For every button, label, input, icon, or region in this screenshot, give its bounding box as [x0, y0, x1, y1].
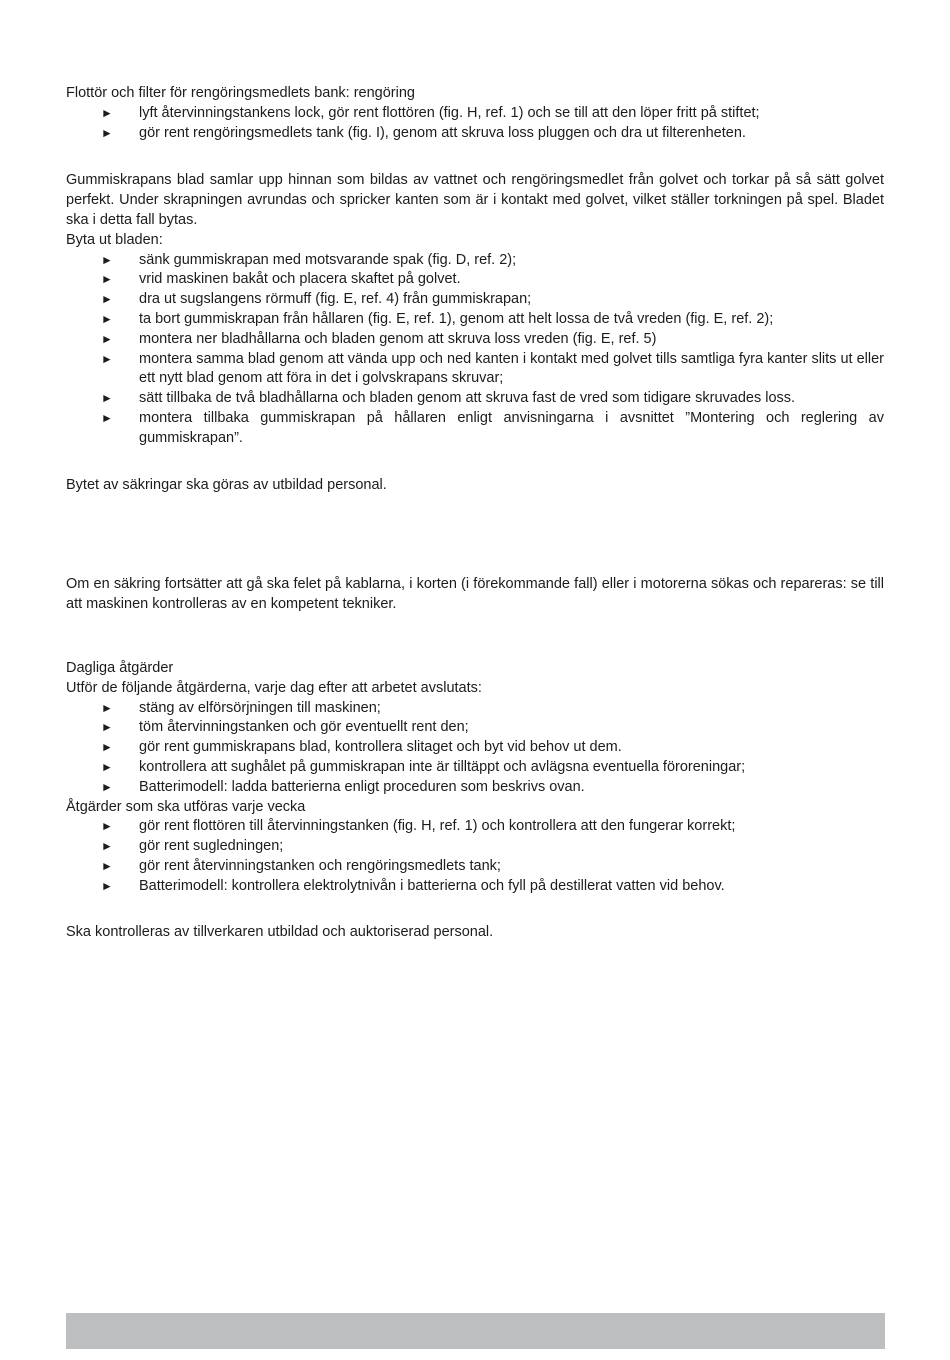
bullet-arrow-icon: ►	[101, 292, 113, 307]
bullet-arrow-icon: ►	[101, 720, 113, 735]
document-page	[66, 84, 884, 942]
list-item	[66, 251, 884, 271]
squeegee-list	[66, 251, 884, 449]
list-item	[66, 350, 884, 390]
list-item-text: montera tillbaka gummiskrapan på hållaren enligt anvisningarna i avsnittet ”Montering och reglering av gummiskrapan”.	[139, 409, 884, 446]
squeegee-intro: Gummiskrapans blad samlar upp hinnan som bildas av vattnet och rengöringsmedlet från golvet och torkar på så sätt golvet perfekt. Under skrapningen avrundas och spricker kanten som är i kontakt med golvet, vilket ställer torkningen på spel. Bladet ska i detta fall bytas.	[66, 172, 884, 228]
list-item-text: gör rent återvinningstanken och rengöringsmedlets tank;	[139, 857, 501, 874]
list-item-text: gör rent rengöringsmedlets tank (fig. I), genom att skruva loss pluggen och dra ut filterenheten.	[139, 124, 746, 141]
bullet-arrow-icon: ►	[101, 740, 113, 755]
bullet-arrow-icon: ►	[101, 272, 113, 287]
bullet-arrow-icon: ►	[101, 819, 113, 834]
list-item	[66, 104, 884, 124]
list-item-text: vrid maskinen bakåt och placera skaftet på golvet.	[139, 271, 461, 288]
bullet-arrow-icon: ►	[101, 125, 113, 140]
bullet-arrow-icon: ►	[101, 839, 113, 854]
bullet-arrow-icon: ►	[101, 700, 113, 715]
list-item-text: Batterimodell: ladda batterierna enligt proceduren som beskrivs ovan.	[139, 778, 585, 795]
bullet-arrow-icon: ►	[101, 759, 113, 774]
list-item-text: gör rent flottören till återvinningstanken (fig. H, ref. 1) och kontrollera att den fungerar korrekt;	[139, 818, 736, 835]
list-item	[66, 699, 884, 719]
list-item	[66, 837, 884, 857]
daily-heading: Dagliga åtgärder	[66, 659, 174, 676]
list-item-text: montera ner bladhållarna och bladen genom att skruva loss vreden (fig. E, ref. 5)	[139, 330, 657, 347]
list-item-text: gör rent sugledningen;	[139, 838, 284, 855]
list-item-text: töm återvinningstanken och gör eventuellt rent den;	[139, 719, 469, 736]
bullet-arrow-icon: ►	[101, 858, 113, 873]
list-item	[66, 857, 884, 877]
list-item-text: stäng av elförsörjningen till maskinen;	[139, 699, 381, 716]
list-item	[66, 738, 884, 758]
daily-list	[66, 699, 884, 798]
list-item	[66, 124, 884, 144]
list-item-text: sätt tillbaka de två bladhållarna och bladen genom att skruva fast de vred som tidigare skruvades loss.	[139, 390, 796, 407]
bullet-arrow-icon: ►	[101, 311, 113, 326]
list-item	[66, 409, 884, 449]
bullet-arrow-icon: ►	[101, 351, 113, 366]
list-item	[66, 270, 884, 290]
bullet-arrow-icon: ►	[101, 779, 113, 794]
list-item-text: lyft återvinningstankens lock, gör rent flottören (fig. H, ref. 1) och se till att den löper fritt på stiftet;	[139, 104, 760, 121]
float-filter-list	[66, 104, 884, 144]
list-item-text: dra ut sugslangens rörmuff (fig. E, ref. 4) från gummiskrapan;	[139, 291, 532, 308]
daily-intro: Utför de följande åtgärderna, varje dag efter att arbetet avslutats:	[66, 679, 482, 696]
bullet-arrow-icon: ►	[101, 252, 113, 267]
list-item	[66, 330, 884, 350]
list-item	[66, 877, 884, 897]
fuses-text-2: Om en säkring fortsätter att gå ska felet på kablarna, i korten (i förekommande fall) eller i motorerna sökas och repareras: se till att maskinen kontrolleras av en kompetent tekniker.	[66, 576, 884, 613]
list-item-text: Batterimodell: kontrollera elektrolytnivån i batterierna och fyll på destillerat vatten vid behov.	[139, 877, 725, 894]
list-item	[66, 310, 884, 330]
authorized-text: Ska kontrolleras av tillverkaren utbildad och auktoriserad personal.	[66, 923, 494, 940]
list-item	[66, 758, 884, 778]
bullet-arrow-icon: ►	[101, 391, 113, 406]
list-item-text: sänk gummiskrapan med motsvarande spak (fig. D, ref. 2);	[139, 251, 517, 268]
weekly-list	[66, 817, 884, 896]
bullet-arrow-icon: ►	[101, 105, 113, 120]
list-item	[66, 389, 884, 409]
list-item-text: kontrollera att sughålet på gummiskrapan inte är tilltäppt och avlägsna eventuella föroreningar;	[139, 758, 746, 775]
squeegee-subheading: Byta ut bladen:	[66, 231, 163, 248]
list-item	[66, 290, 884, 310]
list-item	[66, 778, 884, 798]
list-item	[66, 817, 884, 837]
float-filter-heading: Flottör och filter för rengöringsmedlets bank: rengöring	[66, 85, 415, 101]
weekly-heading: Åtgärder som ska utföras varje vecka	[66, 798, 306, 815]
list-item-text: ta bort gummiskrapan från hållaren (fig. E, ref. 1), genom att helt lossa de två vreden (fig. E, ref. 2);	[139, 310, 774, 327]
bullet-arrow-icon: ►	[101, 331, 113, 346]
list-item-text: montera samma blad genom att vända upp och ned kanten i kontakt med golvet tills samtliga fyra kanter slits ut eller ett nytt blad genom att föra in det i golvskrapans skruvar;	[139, 350, 884, 387]
bullet-arrow-icon: ►	[101, 878, 113, 893]
fuses-text-1: Bytet av säkringar ska göras av utbildad personal.	[66, 476, 387, 493]
list-item	[66, 718, 884, 738]
footer-bar	[66, 1313, 885, 1349]
list-item-text: gör rent gummiskrapans blad, kontrollera slitaget och byt vid behov ut dem.	[139, 739, 622, 756]
bullet-arrow-icon: ►	[101, 410, 113, 425]
